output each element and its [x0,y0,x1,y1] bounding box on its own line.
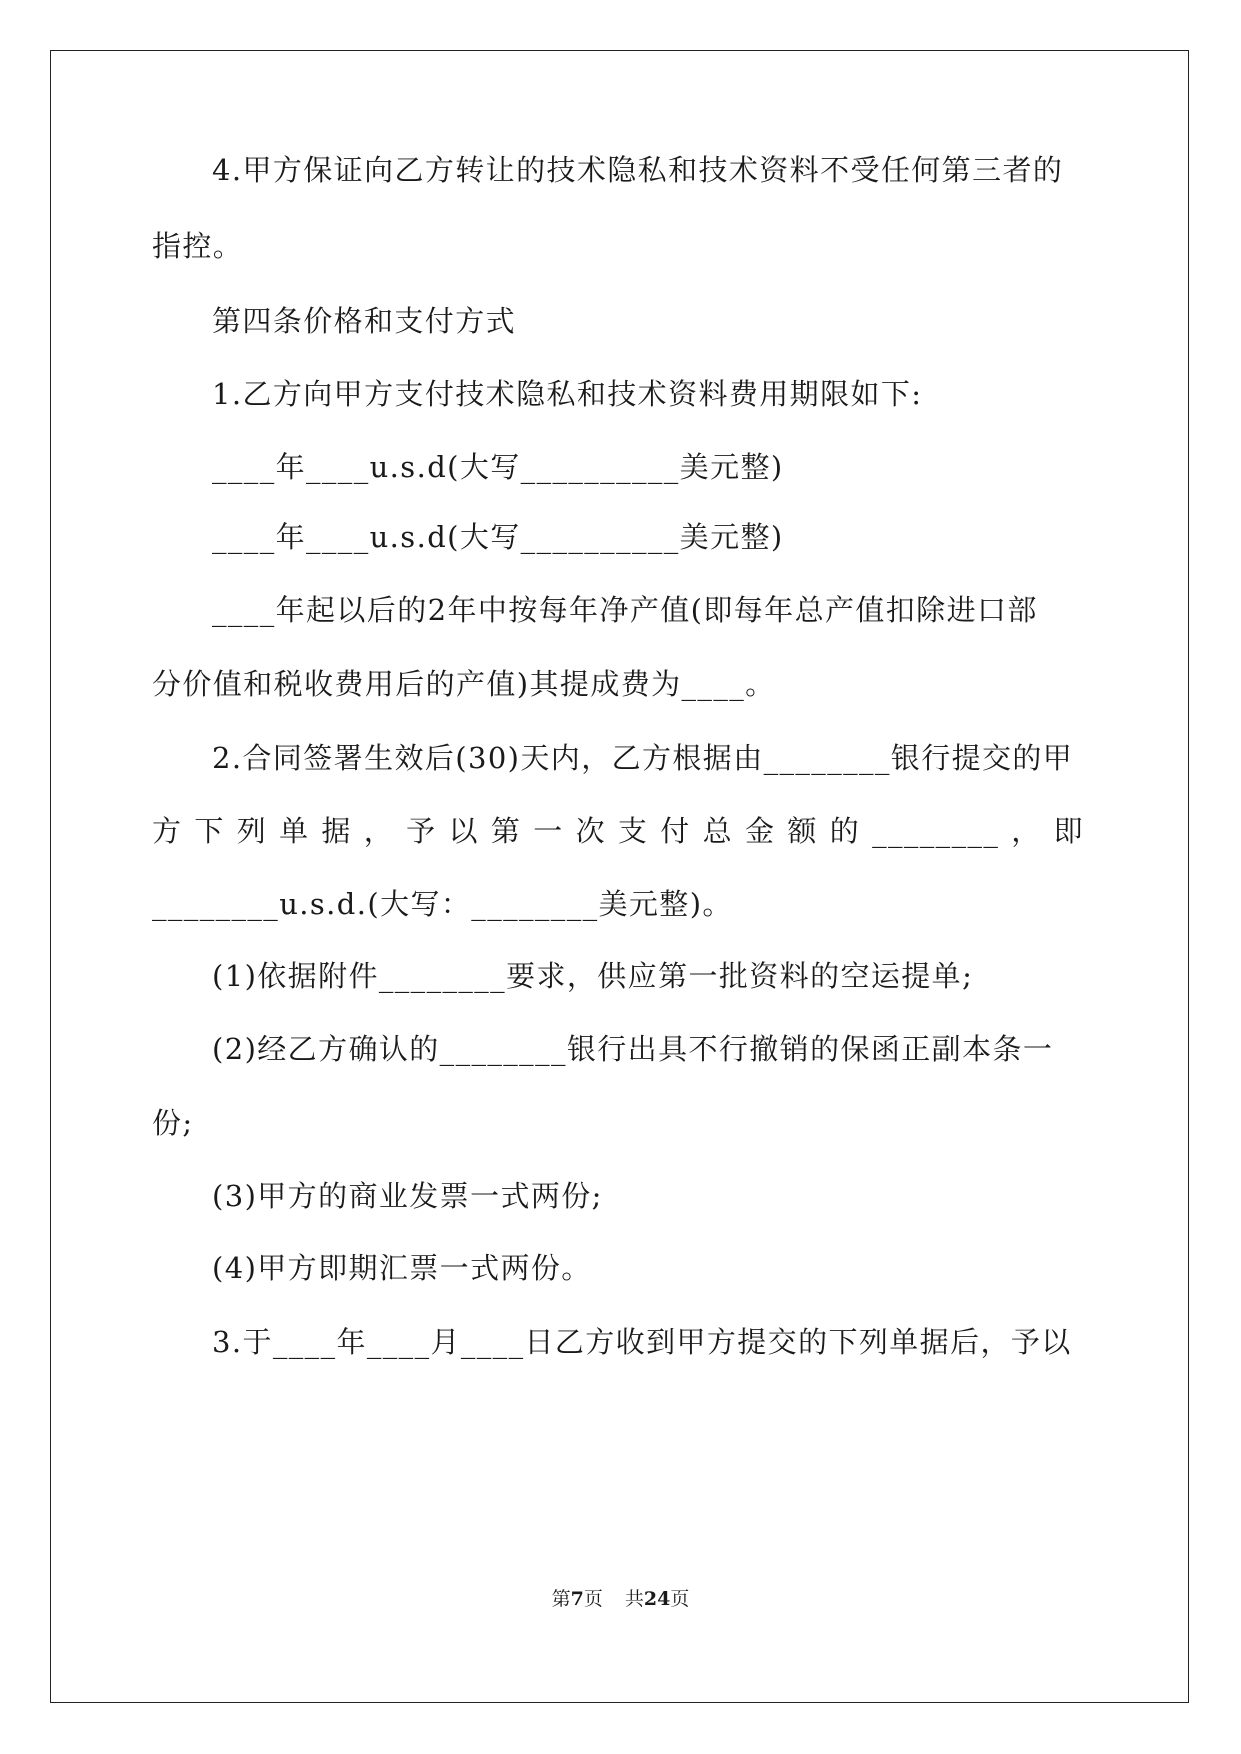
paragraph-line-6: ____年____u.s.d(大写__________美元整) [212,520,784,554]
paragraph-line-2: 指控。 [152,229,244,263]
page-unit: 页 [583,1588,603,1610]
paragraph-line-1: 4.甲方保证向乙方转让的技术隐私和技术资料不受任何第三者的 [212,153,1064,187]
total-page-count: 24 [643,1588,671,1610]
current-page-number: 7 [570,1588,584,1610]
paragraph-line-13: (2)经乙方确认的________银行出具不行撤销的保函正副本条一 [212,1032,1054,1066]
paragraph-line-11: ________u.s.d.(大写：________美元整)。 [152,887,733,921]
paragraph-line-10: 方下列单据，予以第一次支付总金额的________，即 [152,814,1084,848]
paragraph-line-16: (4)甲方即期汇票一式两份。 [212,1251,592,1285]
paragraph-line-9: 2.合同签署生效后(30)天内，乙方根据由________银行提交的甲 [212,741,1074,775]
paragraph-line-5: ____年____u.s.d(大写__________美元整) [212,450,784,484]
total-unit: 页 [670,1588,690,1610]
paragraph-line-15: (3)甲方的商业发票一式两份; [212,1179,603,1213]
section-heading: 第四条价格和支付方式 [212,304,517,338]
paragraph-line-4: 1.乙方向甲方支付技术隐私和技术资料费用期限如下: [212,377,923,411]
total-prefix: 共 [624,1588,644,1610]
page-footer [0,1587,1241,1611]
paragraph-line-8: 分价值和税收费用后的产值)其提成费为____。 [152,667,776,701]
page-prefix: 第 [551,1588,571,1610]
paragraph-line-12: (1)依据附件________要求，供应第一批资料的空运提单; [212,959,974,993]
paragraph-line-17: 3.于____年____月____日乙方收到甲方提交的下列单据后，予以 [212,1325,1072,1359]
page-border [50,50,1189,1703]
paragraph-line-14: 份; [152,1106,194,1140]
paragraph-line-7: ____年起以后的2年中按每年净产值(即每年总产值扣除进口部 [212,593,1038,627]
